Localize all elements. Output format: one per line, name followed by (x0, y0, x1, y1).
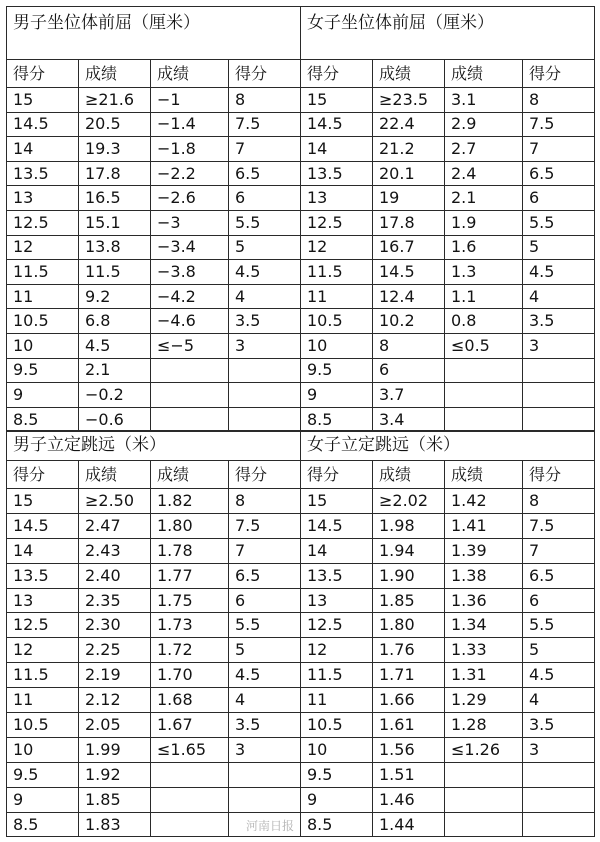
table-cell: 9 (7, 787, 79, 812)
table-cell: 1.85 (373, 588, 445, 613)
table-cell (445, 358, 523, 383)
table-cell: 14.5 (7, 513, 79, 538)
table-cell: 8 (373, 333, 445, 358)
table-cell: 12 (7, 235, 79, 260)
table-cell: 2.9 (445, 112, 523, 137)
table-cell: 3.5 (523, 713, 595, 738)
table-cell: 11.5 (301, 663, 373, 688)
table-cell: 7.5 (229, 112, 301, 137)
table-cell: 4.5 (523, 260, 595, 285)
table-cell: 1.78 (151, 538, 229, 563)
table-cell: 1.6 (445, 235, 523, 260)
column-header: 得分 (301, 60, 373, 88)
table-cell: −2.6 (151, 186, 229, 211)
table-row (7, 588, 595, 613)
table-cell (151, 812, 229, 837)
table-cell: 6 (373, 358, 445, 383)
table-cell: 13 (7, 588, 79, 613)
table-cell (151, 383, 229, 408)
table-cell: 12 (301, 235, 373, 260)
table-row (7, 663, 595, 688)
table-cell: 14 (301, 137, 373, 162)
table-cell: −4.2 (151, 284, 229, 309)
table-cell: 12.5 (7, 613, 79, 638)
table-cell: 7.5 (229, 513, 301, 538)
standing-long-jump-table (6, 430, 595, 837)
table-cell: 5 (523, 235, 595, 260)
table-cell: 13.8 (79, 235, 151, 260)
table-row (7, 812, 595, 837)
table-cell (523, 358, 595, 383)
table-cell: 5 (523, 638, 595, 663)
table-cell: 21.2 (373, 137, 445, 162)
table-cell: 4.5 (229, 663, 301, 688)
table-cell: 12 (301, 638, 373, 663)
table-cell: 5.5 (523, 613, 595, 638)
section-title-men-long-jump: 男子立定跳远（米） (7, 431, 301, 461)
table-cell: 13 (7, 186, 79, 211)
table-row (7, 284, 595, 309)
table-cell: 14 (301, 538, 373, 563)
table-cell: 1.61 (373, 713, 445, 738)
table-cell: −1.8 (151, 137, 229, 162)
table-cell: 15 (301, 88, 373, 113)
table-cell: 1.82 (151, 489, 229, 514)
column-header: 成绩 (79, 461, 151, 489)
table-cell: 3.7 (373, 383, 445, 408)
table-cell: −2.2 (151, 161, 229, 186)
table-row (7, 489, 595, 514)
table-cell (229, 407, 301, 432)
section-title-men-sit-reach: 男子坐位体前屈（厘米） (7, 7, 301, 60)
table-cell (445, 787, 523, 812)
table-cell: 12.5 (301, 613, 373, 638)
table-cell: 11.5 (301, 260, 373, 285)
table-cell: 1.28 (445, 713, 523, 738)
table-row (7, 210, 595, 235)
table-cell: 12.5 (301, 210, 373, 235)
column-header: 得分 (229, 461, 301, 489)
table-row (7, 137, 595, 162)
table-cell: ≤−5 (151, 333, 229, 358)
table-cell: −0.6 (79, 407, 151, 432)
table-cell: 1.44 (373, 812, 445, 837)
table-cell: 2.30 (79, 613, 151, 638)
table-cell: 10.2 (373, 309, 445, 334)
column-header: 得分 (301, 461, 373, 489)
table-cell: −1 (151, 88, 229, 113)
table-row (7, 161, 595, 186)
table-cell: 6 (523, 186, 595, 211)
table-cell: 20.1 (373, 161, 445, 186)
table-cell: 1.38 (445, 563, 523, 588)
table-cell: 1.39 (445, 538, 523, 563)
table-row (7, 787, 595, 812)
table-cell: 1.42 (445, 489, 523, 514)
table-cell: 14.5 (301, 112, 373, 137)
table-cell (151, 787, 229, 812)
table-cell: 10.5 (7, 309, 79, 334)
table-cell: 11 (301, 688, 373, 713)
table-cell: 1.31 (445, 663, 523, 688)
table-cell: ≥23.5 (373, 88, 445, 113)
score-tables-page (6, 6, 594, 836)
table-cell: 3.4 (373, 407, 445, 432)
table-cell: ≤1.26 (445, 737, 523, 762)
table-cell: 10 (301, 333, 373, 358)
table-cell: 13.5 (301, 161, 373, 186)
table-cell: 9.5 (7, 358, 79, 383)
table-cell: 1.90 (373, 563, 445, 588)
table-cell (151, 762, 229, 787)
table-cell: 4.5 (229, 260, 301, 285)
table-cell: 1.51 (373, 762, 445, 787)
table-cell: 8 (523, 489, 595, 514)
section-title-women-sit-reach: 女子坐位体前屈（厘米） (301, 7, 595, 60)
table-row (7, 309, 595, 334)
table-cell: 1.67 (151, 713, 229, 738)
column-header: 得分 (523, 60, 595, 88)
table-cell: 8 (229, 489, 301, 514)
sit-and-reach-rows (7, 88, 595, 432)
table-cell (445, 407, 523, 432)
table-cell: 10.5 (301, 309, 373, 334)
table-cell: 9.2 (79, 284, 151, 309)
table-cell: 4 (229, 284, 301, 309)
table-cell: 11 (7, 688, 79, 713)
table-cell: 1.1 (445, 284, 523, 309)
table-cell (523, 812, 595, 837)
table-cell: 6 (523, 588, 595, 613)
table-cell (445, 383, 523, 408)
table-cell: 8.5 (301, 812, 373, 837)
table-cell: 6.5 (523, 563, 595, 588)
table-cell: 1.99 (79, 737, 151, 762)
table-cell: 1.3 (445, 260, 523, 285)
table-row (7, 88, 595, 113)
table-row (7, 563, 595, 588)
table-cell: ≤1.65 (151, 737, 229, 762)
table-cell: ≥2.02 (373, 489, 445, 514)
table-cell: 2.25 (79, 638, 151, 663)
table-cell (445, 812, 523, 837)
table-cell: 2.1 (79, 358, 151, 383)
table-cell (229, 358, 301, 383)
table-cell: 5 (229, 235, 301, 260)
table-cell: 5.5 (229, 210, 301, 235)
table-cell: 5 (229, 638, 301, 663)
table-cell: 2.4 (445, 161, 523, 186)
table-cell: 3.5 (523, 309, 595, 334)
table-cell: 4 (229, 688, 301, 713)
table-cell: 3 (229, 737, 301, 762)
table-cell: −3.4 (151, 235, 229, 260)
table-cell: 9.5 (301, 762, 373, 787)
table-cell (151, 358, 229, 383)
table-row (7, 112, 595, 137)
column-header: 得分 (7, 60, 79, 88)
table-cell: 13.5 (301, 563, 373, 588)
table-cell: 2.35 (79, 588, 151, 613)
table-cell: 15 (7, 489, 79, 514)
table-cell (229, 787, 301, 812)
table-cell (445, 762, 523, 787)
table-cell: ≤0.5 (445, 333, 523, 358)
table-cell: 14.5 (373, 260, 445, 285)
table-cell: 7 (523, 538, 595, 563)
table-cell: 1.56 (373, 737, 445, 762)
table-cell: 0.8 (445, 309, 523, 334)
table-cell: 11 (7, 284, 79, 309)
column-header: 成绩 (445, 461, 523, 489)
table-cell (229, 383, 301, 408)
column-header: 成绩 (151, 60, 229, 88)
table-cell: 6.5 (229, 563, 301, 588)
table-cell: 1.70 (151, 663, 229, 688)
table-cell: 1.92 (79, 762, 151, 787)
table-cell: 1.33 (445, 638, 523, 663)
table-cell: 14 (7, 538, 79, 563)
table-cell: −3 (151, 210, 229, 235)
table-cell (151, 407, 229, 432)
table-cell (523, 383, 595, 408)
table-cell: 10.5 (301, 713, 373, 738)
table-cell: 1.34 (445, 613, 523, 638)
table-cell: 19 (373, 186, 445, 211)
table-row (7, 235, 595, 260)
table-row (7, 538, 595, 563)
table-cell: 1.72 (151, 638, 229, 663)
table-cell: 3 (229, 333, 301, 358)
table-cell: 11 (301, 284, 373, 309)
table-cell: 7.5 (523, 513, 595, 538)
table-row (7, 737, 595, 762)
table-cell: 1.29 (445, 688, 523, 713)
column-header: 成绩 (445, 60, 523, 88)
table-cell: 8.5 (7, 812, 79, 837)
table-cell: 20.5 (79, 112, 151, 137)
table-cell: 4.5 (523, 663, 595, 688)
table-cell: 2.12 (79, 688, 151, 713)
table-cell: −4.6 (151, 309, 229, 334)
table-cell: 14.5 (7, 112, 79, 137)
table-cell: ≥21.6 (79, 88, 151, 113)
column-header: 得分 (523, 461, 595, 489)
table-cell: 7 (229, 538, 301, 563)
table-cell: 1.83 (79, 812, 151, 837)
table-cell: 9.5 (301, 358, 373, 383)
table-cell: 9.5 (7, 762, 79, 787)
table-row (7, 186, 595, 211)
column-header: 成绩 (151, 461, 229, 489)
table-cell: 8.5 (301, 407, 373, 432)
standing-long-jump-rows (7, 489, 595, 837)
table-cell: 4.5 (79, 333, 151, 358)
table-cell: 15 (301, 489, 373, 514)
table-cell: 2.40 (79, 563, 151, 588)
table-cell: 1.66 (373, 688, 445, 713)
table-cell: 16.7 (373, 235, 445, 260)
table-cell: 3.5 (229, 713, 301, 738)
table-cell: 5.5 (229, 613, 301, 638)
table-row (7, 513, 595, 538)
table-cell: 10.5 (7, 713, 79, 738)
table-cell: 12 (7, 638, 79, 663)
table-row (7, 638, 595, 663)
table-row (7, 407, 595, 432)
table-cell: 15.1 (79, 210, 151, 235)
table-cell: 8 (523, 88, 595, 113)
table-row (7, 613, 595, 638)
table-cell: 7 (523, 137, 595, 162)
table-cell: 6 (229, 186, 301, 211)
table-cell: 7 (229, 137, 301, 162)
table-cell: 10 (7, 737, 79, 762)
table-cell (523, 762, 595, 787)
table-cell: 1.71 (373, 663, 445, 688)
column-header: 成绩 (373, 461, 445, 489)
table-cell (523, 407, 595, 432)
column-header: 成绩 (79, 60, 151, 88)
table-cell: 6.5 (523, 161, 595, 186)
table-cell: −1.4 (151, 112, 229, 137)
table-cell: 11.5 (79, 260, 151, 285)
table-cell: 10 (301, 737, 373, 762)
table-cell: 1.94 (373, 538, 445, 563)
table-cell: 13.5 (7, 161, 79, 186)
watermark: 河南日报 (246, 819, 295, 833)
column-header: 得分 (229, 60, 301, 88)
table-cell: 1.46 (373, 787, 445, 812)
table-cell: 12.4 (373, 284, 445, 309)
table-cell: 9 (301, 383, 373, 408)
table-cell: 1.75 (151, 588, 229, 613)
table-cell: −0.2 (79, 383, 151, 408)
table-cell: 9 (301, 787, 373, 812)
table-row (7, 333, 595, 358)
table-cell: 8.5 (7, 407, 79, 432)
table-cell: 8 (229, 88, 301, 113)
table-row (7, 383, 595, 408)
table-cell (523, 787, 595, 812)
table-cell: 4 (523, 688, 595, 713)
table-cell: 6.5 (229, 161, 301, 186)
table-cell: 3 (523, 737, 595, 762)
table-cell: 12.5 (7, 210, 79, 235)
table-cell: 1.36 (445, 588, 523, 613)
column-header: 成绩 (373, 60, 445, 88)
table-row (7, 713, 595, 738)
table-cell: 13 (301, 186, 373, 211)
table-cell: 16.5 (79, 186, 151, 211)
table-cell: 2.05 (79, 713, 151, 738)
table-cell: 3.1 (445, 88, 523, 113)
table-cell: 1.80 (373, 613, 445, 638)
table-cell: 14.5 (301, 513, 373, 538)
table-cell: 14 (7, 137, 79, 162)
table-cell (229, 762, 301, 787)
table-cell: 2.7 (445, 137, 523, 162)
table-cell: 1.98 (373, 513, 445, 538)
table-cell: 7.5 (523, 112, 595, 137)
table-cell: 1.80 (151, 513, 229, 538)
table-row (7, 358, 595, 383)
table-cell: 17.8 (373, 210, 445, 235)
table-cell: 13 (301, 588, 373, 613)
table-cell: 2.19 (79, 663, 151, 688)
table-row (7, 762, 595, 787)
table-cell: 1.68 (151, 688, 229, 713)
table-cell: 1.85 (79, 787, 151, 812)
table-cell: 2.47 (79, 513, 151, 538)
table-cell: 15 (7, 88, 79, 113)
table-cell: 19.3 (79, 137, 151, 162)
table-cell: 2.43 (79, 538, 151, 563)
table-cell: 1.76 (373, 638, 445, 663)
table-cell: 4 (523, 284, 595, 309)
table-cell: 3 (523, 333, 595, 358)
table-cell: 1.77 (151, 563, 229, 588)
table-cell: 6 (229, 588, 301, 613)
table-cell: 13.5 (7, 563, 79, 588)
table-cell: 11.5 (7, 260, 79, 285)
sit-and-reach-table (6, 6, 595, 432)
table-row (7, 688, 595, 713)
table-cell: 6.8 (79, 309, 151, 334)
table-cell: 9 (7, 383, 79, 408)
table-cell: 2.1 (445, 186, 523, 211)
section-title-women-long-jump: 女子立定跳远（米） (301, 431, 595, 461)
table-cell: 1.9 (445, 210, 523, 235)
table-cell: 17.8 (79, 161, 151, 186)
table-row (7, 260, 595, 285)
table-cell: 22.4 (373, 112, 445, 137)
table-cell: 5.5 (523, 210, 595, 235)
column-header: 得分 (7, 461, 79, 489)
table-cell: 1.41 (445, 513, 523, 538)
table-cell: ≥2.50 (79, 489, 151, 514)
table-cell: 3.5 (229, 309, 301, 334)
table-cell: −3.8 (151, 260, 229, 285)
table-cell: 11.5 (7, 663, 79, 688)
table-cell: 1.73 (151, 613, 229, 638)
table-cell: 10 (7, 333, 79, 358)
